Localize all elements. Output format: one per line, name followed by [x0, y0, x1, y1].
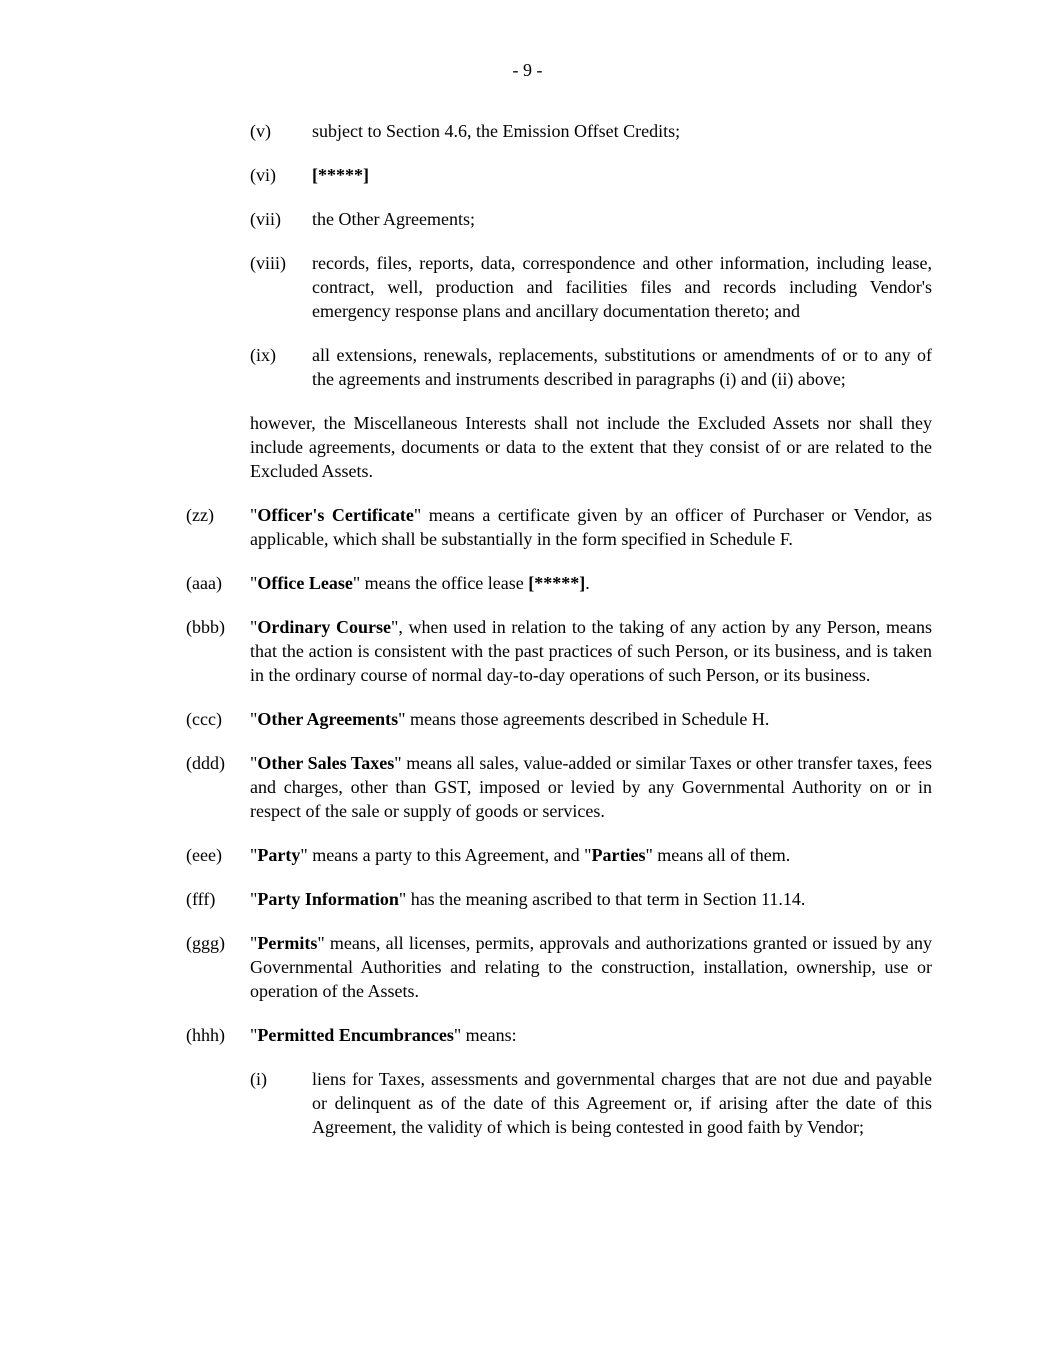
list-item-viii: [250, 251, 932, 323]
page-number: - 9 -: [512, 60, 543, 80]
list-item-vii: [250, 207, 932, 231]
list-label: (ix): [250, 345, 276, 365]
list-label: (ccc): [186, 709, 222, 729]
definition-aaa: [186, 571, 932, 595]
definition-hhh: [186, 1023, 932, 1047]
list-item-v: [250, 119, 932, 143]
list-label: (bbb): [186, 617, 225, 637]
paragraph-text: "Permitted Encumbrances" means:: [250, 1025, 517, 1045]
paragraph-text: "Office Lease" means the office lease [*****].: [250, 573, 590, 593]
paragraph-text: "Party" means a party to this Agreement, and "Parties" means all of them.: [250, 845, 791, 865]
list-item-i: [250, 1067, 932, 1139]
definition-fff: [186, 887, 932, 911]
list-label: (i): [250, 1069, 267, 1089]
paragraph-text: "Ordinary Course", when used in relation to the taking of any action by any Person, means that the action is consistent with the past practices of such Person, or its business, and is taken in the ordinary course of normal day-to-day operations of such Person, or its business.: [250, 617, 932, 685]
definition-zz: [186, 503, 932, 551]
paragraph-text: "Other Sales Taxes" means all sales, value-added or similar Taxes or other transfer taxes, fees and charges, other than GST, imposed or levied by any Governmental Authority on or in respect of the sale or supply of goods or services.: [250, 753, 932, 821]
list-label: (ggg): [186, 933, 225, 953]
definition-ggg: [186, 931, 932, 1003]
document-body: [0, 119, 1055, 1139]
list-item-vi: [250, 163, 932, 187]
paragraph-text: the Other Agreements;: [312, 209, 475, 229]
list-item-ix: [250, 343, 932, 391]
paragraph-text: records, files, reports, data, correspondence and other information, including lease, contract, well, production and facilities files and records including Vendor's emergency response plans and ancillary documentation thereto; and: [312, 253, 932, 321]
list-label: (viii): [250, 253, 286, 273]
list-label: (vii): [250, 209, 281, 229]
list-label: (fff): [186, 889, 216, 909]
paragraph-text: [*****]: [312, 165, 369, 185]
definition-bbb: [186, 615, 932, 687]
paragraph-text: however, the Miscellaneous Interests shall not include the Excluded Assets nor shall they include agreements, documents or data to the extent that they consist of or are related to the Excluded Assets.: [250, 413, 932, 481]
list-label: (v): [250, 121, 271, 141]
list-label: (ddd): [186, 753, 225, 773]
paragraph-text: "Party Information" has the meaning ascribed to that term in Section 11.14.: [250, 889, 806, 909]
list-label: (hhh): [186, 1025, 225, 1045]
paragraph-text: liens for Taxes, assessments and governmental charges that are not due and payable or delinquent as of the date of this Agreement or, if arising after the date of this Agreement, the validity of which is being contested in good faith by Vendor;: [312, 1069, 932, 1137]
list-label: (aaa): [186, 573, 222, 593]
paragraph-text: subject to Section 4.6, the Emission Offset Credits;: [312, 121, 681, 141]
paragraph-text: all extensions, renewals, replacements, substitutions or amendments of or to any of the agreements and instruments described in paragraphs (i) and (ii) above;: [312, 345, 932, 389]
continuation-paragraph: [250, 411, 932, 483]
definition-ddd: [186, 751, 932, 823]
list-label: (zz): [186, 505, 214, 525]
paragraph-text: "Officer's Certificate" means a certificate given by an officer of Purchaser or Vendor, as applicable, which shall be substantially in the form specified in Schedule F.: [250, 505, 932, 549]
list-label: (eee): [186, 845, 222, 865]
paragraph-text: "Other Agreements" means those agreements described in Schedule H.: [250, 709, 770, 729]
list-label: (vi): [250, 165, 276, 185]
paragraph-text: "Permits" means, all licenses, permits, approvals and authorizations granted or issued by any Governmental Authorities and relating to the construction, installation, ownership, use or operation of the Assets.: [250, 933, 932, 1001]
definition-eee: [186, 843, 932, 867]
definition-ccc: [186, 707, 932, 731]
